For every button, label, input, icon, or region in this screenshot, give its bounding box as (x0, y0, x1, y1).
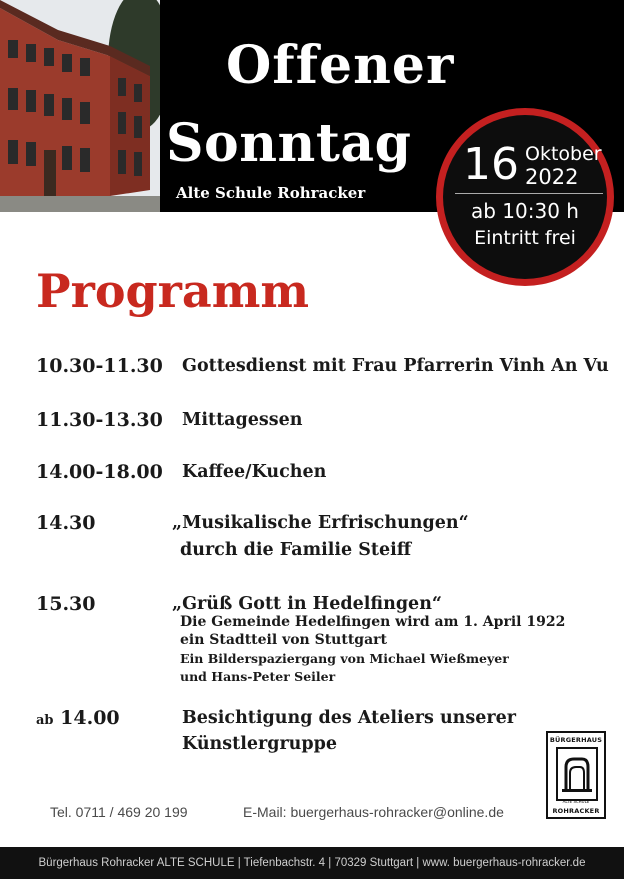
program-time-value: 14.00 (60, 707, 120, 729)
school-building-photo (0, 0, 160, 212)
program-description: Mittagessen (182, 410, 303, 430)
program-description-line-2: durch die Familie Steiff (180, 540, 412, 560)
logo-bottom-text: ROHRACKER (552, 807, 600, 815)
buergerhaus-logo (546, 731, 606, 819)
program-description-line-2: Künstlergruppe (182, 734, 337, 754)
program-detail: Die Gemeinde Hedelfingen wird am 1. April 1922 (180, 614, 566, 630)
venue-subtitle: Alte Schule Rohracker (176, 184, 366, 202)
program-description: „Grüß Gott in Hedelfingen“ (172, 594, 442, 614)
date-badge-inner (443, 115, 607, 279)
program-time: 11.30-13.30 (36, 409, 163, 431)
title-line-2: Sonntag (166, 113, 412, 174)
program-time: 10.30-11.30 (36, 355, 163, 377)
badge-entry: Eintritt frei (474, 227, 576, 249)
programm-heading: Programm (36, 264, 310, 318)
program-time: 15.30 (36, 593, 96, 615)
program-description: „Musikalische Erfrischungen“ (172, 513, 469, 533)
contact-email: E-Mail: buergerhaus-rohracker@online.de (243, 804, 504, 820)
program-detail: ein Stadtteil von Stuttgart (180, 632, 387, 648)
program-description: Besichtigung des Ateliers unserer (182, 708, 516, 728)
logo-emblem (556, 747, 598, 801)
logo-top-text: BÜRGERHAUS (549, 736, 603, 744)
badge-divider (455, 193, 603, 194)
badge-month: Oktober (525, 143, 602, 165)
footer-bar (0, 847, 624, 879)
title-line-1: Offener (226, 35, 455, 96)
program-time: 14.30 (36, 512, 96, 534)
badge-day: 16 (463, 139, 519, 190)
badge-year: 2022 (525, 165, 579, 189)
date-badge (436, 108, 614, 286)
program-time-prefix: ab (36, 713, 54, 728)
logo-tiny-text: ALTE SCHULE (562, 799, 590, 804)
footer-address: Bürgerhaus Rohracker ALTE SCHULE | Tiefenbachstr. 4 | 70329 Stuttgart | www. buergerhaus-rohracker.de (38, 857, 586, 869)
program-detail: und Hans-Peter Seiler (180, 669, 336, 684)
program-description: Gottesdienst mit Frau Pfarrerin Vinh An Vu (182, 356, 609, 376)
program-description: Kaffee/Kuchen (182, 462, 327, 482)
contact-phone: Tel. 0711 / 469 20 199 (50, 804, 188, 820)
program-time: 14.00-18.00 (36, 461, 163, 483)
badge-time: ab 10:30 h (471, 199, 579, 223)
program-detail: Ein Bilderspaziergang von Michael Wießmeyer (180, 651, 509, 666)
program-time-ab (36, 707, 120, 729)
